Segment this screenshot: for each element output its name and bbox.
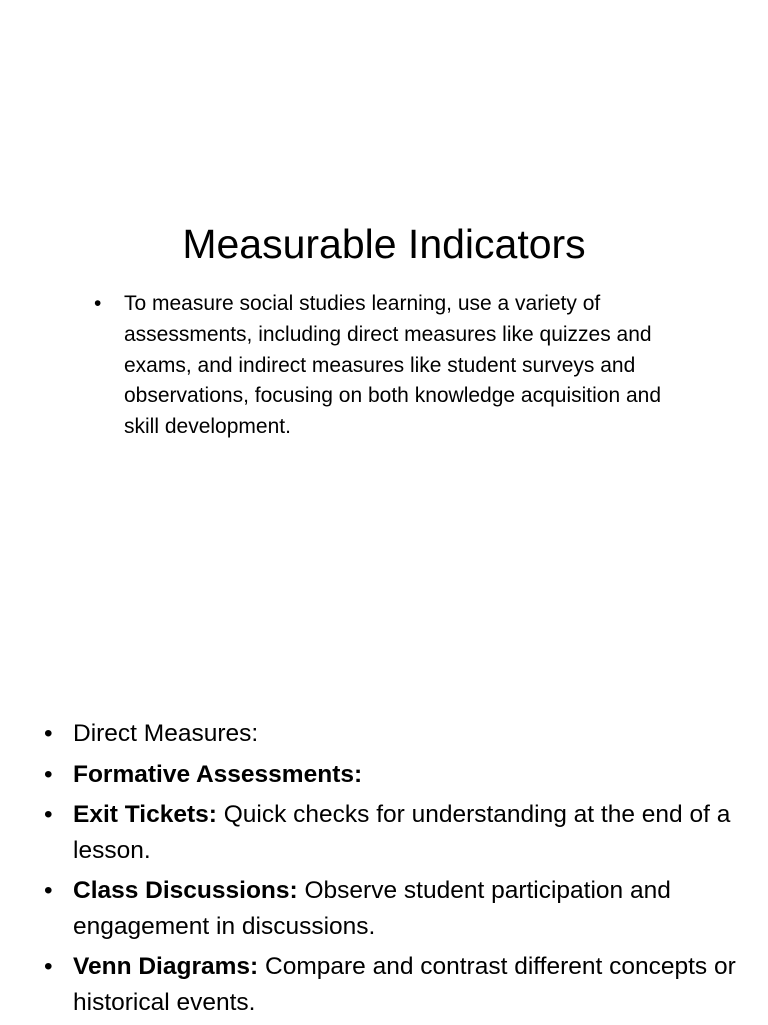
bullet-icon: • xyxy=(44,953,53,980)
list-item-exit-tickets xyxy=(42,797,742,868)
bullet-icon: • xyxy=(94,292,102,315)
slide-title: Measurable Indicators xyxy=(182,221,586,267)
summary-text: To measure social studies learning, use a variety of assessments, including direct measures like quizzes and exams, and indirect measures like student surveys and observations, focusing on both knowledge acquisition and skill development. xyxy=(124,292,662,439)
measure-description: Compare and contrast different concepts or historical events. xyxy=(73,953,736,1016)
bullet-icon: • xyxy=(44,720,53,747)
list-item-formative-assessments xyxy=(42,757,742,793)
measure-term: Formative Assessments: xyxy=(73,760,363,788)
measure-term: Exit Tickets: xyxy=(73,801,217,828)
list-item-direct-measures xyxy=(42,716,742,752)
measure-description: Observe student participation and engagement in discussions. xyxy=(73,877,671,940)
measure-term: Venn Diagrams: xyxy=(73,953,259,980)
bullet-icon: • xyxy=(44,760,53,788)
bullet-icon: • xyxy=(44,877,53,904)
measure-term: Class Discussions: xyxy=(73,877,298,904)
measure-description: Quick checks for understanding at the end of a lesson. xyxy=(73,801,731,864)
bullet-icon: • xyxy=(44,801,53,828)
list-item-venn-diagrams xyxy=(42,949,742,1020)
summary-list xyxy=(92,289,692,443)
measures-list xyxy=(42,716,742,1025)
measure-description: Direct Measures: xyxy=(73,720,259,747)
list-item-class-discussions xyxy=(42,873,742,944)
summary-item xyxy=(92,289,692,443)
